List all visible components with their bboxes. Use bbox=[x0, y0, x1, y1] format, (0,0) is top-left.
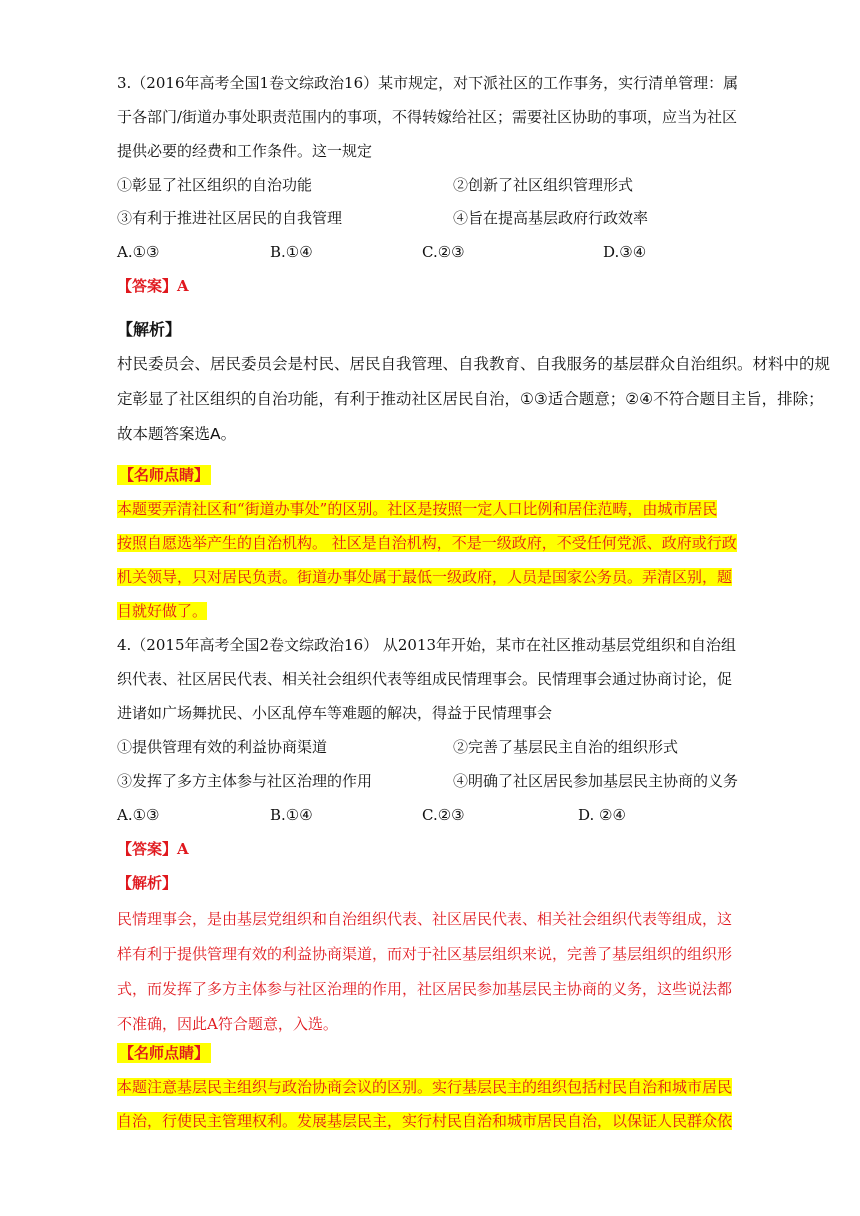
q3-tip-text-3: 机关领导，只对居民负责。街道办事处属于最低一级政府，人员是国家公务员。弄清区别，题 bbox=[117, 568, 733, 586]
q4-choice-b: B.①④ bbox=[270, 806, 313, 824]
q3-choice-d: D.③④ bbox=[603, 243, 647, 261]
q3-choice-a: A.①③ bbox=[117, 243, 160, 261]
q3-item-2: ②创新了社区组织管理形式 bbox=[453, 176, 634, 194]
q3-tip-line-1 bbox=[117, 499, 757, 519]
q3-stem-line-1: 3.（2016年高考全国1卷文综政治16）某市规定，对下派社区的工作事务，实行清单管理：属 bbox=[117, 74, 739, 92]
q3-analysis-line-2: 定彰显了社区组织的自治功能，有利于推动社区居民自治，①③适合题意；②④不符合题目主旨，排除； bbox=[117, 390, 824, 408]
q4-tip-text-1: 本题注意基层民主组织与政治协商会议的区别。实行基层民主的组织包括村民自治和城市居民 bbox=[117, 1078, 733, 1096]
q3-item-1: ①彰显了社区组织的自治功能 bbox=[117, 176, 313, 194]
q3-tip-text-2: 按照自愿选举产生的自治机构。 社区是自治机构，不是一级政府，不受任何党派、政府或行政 bbox=[117, 534, 737, 552]
q3-tip-text-1: 本题要弄清社区和“街道办事处”的区别。社区是按照一定人口比例和居住范畴，由城市居民 bbox=[117, 500, 718, 518]
q4-tip-line-2 bbox=[117, 1111, 757, 1131]
q4-choice-c: C.②③ bbox=[422, 806, 465, 824]
q3-stem-line-2: 于各部门/街道办事处职责范围内的事项，不得转嫁给社区；需要社区协助的事项，应当为社区 bbox=[117, 108, 738, 126]
q4-stem-line-1: 4.（2015年高考全国2卷文综政治16） 从2013年开始，某市在社区推动基层党组织和自治组 bbox=[117, 636, 737, 654]
q3-analysis-line-3: 故本题答案选A。 bbox=[117, 425, 237, 443]
q3-tip-label: 【名师点睛】 bbox=[119, 466, 210, 484]
q3-choice-c: C.②③ bbox=[422, 243, 465, 261]
q4-analysis-line-2: 样有利于提供管理有效的利益协商渠道，而对于社区基层组织来说，完善了基层组织的组织形 bbox=[117, 945, 733, 963]
q3-analysis-line-1: 村民委员会、居民委员会是村民、居民自我管理、自我教育、自我服务的基层群众自治组织。材料中的规 bbox=[117, 355, 831, 373]
q4-stem-line-3: 进诸如广场舞扰民、小区乱停车等难题的解决，得益于民情理事会 bbox=[117, 704, 553, 722]
q3-choice-b: B.①④ bbox=[270, 243, 313, 261]
q4-item-4: ④明确了社区居民参加基层民主协商的义务 bbox=[453, 772, 739, 790]
q3-item-3: ③有利于推进社区居民的自我管理 bbox=[117, 209, 343, 227]
q3-answer: 【答案】A bbox=[117, 277, 189, 295]
q3-tip-text-4: 目就好做了。 bbox=[117, 602, 208, 620]
q3-tip-line-2 bbox=[117, 533, 757, 553]
q4-stem-line-2: 织代表、社区居民代表、相关社会组织代表等组成民情理事会。民情理事会通过协商讨论，促 bbox=[117, 670, 733, 688]
q4-choice-a: A.①③ bbox=[117, 806, 160, 824]
q3-tip-line-3 bbox=[117, 567, 757, 587]
q4-choice-d: D. ②④ bbox=[578, 806, 626, 824]
q4-answer: 【答案】A bbox=[117, 840, 189, 858]
q4-tip-label: 【名师点睛】 bbox=[119, 1044, 210, 1062]
q4-item-3: ③发挥了多方主体参与社区治理的作用 bbox=[117, 772, 373, 790]
q4-tip-label-row bbox=[117, 1043, 211, 1063]
q3-item-4: ④旨在提高基层政府行政效率 bbox=[453, 209, 649, 227]
q3-tip-label-row bbox=[117, 465, 211, 485]
q4-analysis-line-1: 民情理事会，是由基层党组织和自治组织代表、社区居民代表、相关社会组织代表等组成，这 bbox=[117, 910, 733, 928]
q4-analysis-line-4: 不准确，因此A符合题意，入选。 bbox=[117, 1015, 338, 1033]
q3-tip-line-4 bbox=[117, 601, 757, 621]
q3-stem-line-3: 提供必要的经费和工作条件。这一规定 bbox=[117, 142, 373, 160]
q4-item-1: ①提供管理有效的利益协商渠道 bbox=[117, 738, 328, 756]
q4-analysis-label: 【解析】 bbox=[117, 874, 178, 892]
q3-analysis-label: 【解析】 bbox=[117, 320, 182, 339]
q4-item-2: ②完善了基层民主自治的组织形式 bbox=[453, 738, 679, 756]
q4-tip-text-2: 自治，行使民主管理权利。发展基层民主，实行村民自治和城市居民自治，以保证人民群众依 bbox=[117, 1112, 733, 1130]
q4-tip-line-1 bbox=[117, 1077, 757, 1097]
q4-analysis-line-3: 式，而发挥了多方主体参与社区治理的作用，社区居民参加基层民主协商的义务，这些说法都 bbox=[117, 980, 733, 998]
